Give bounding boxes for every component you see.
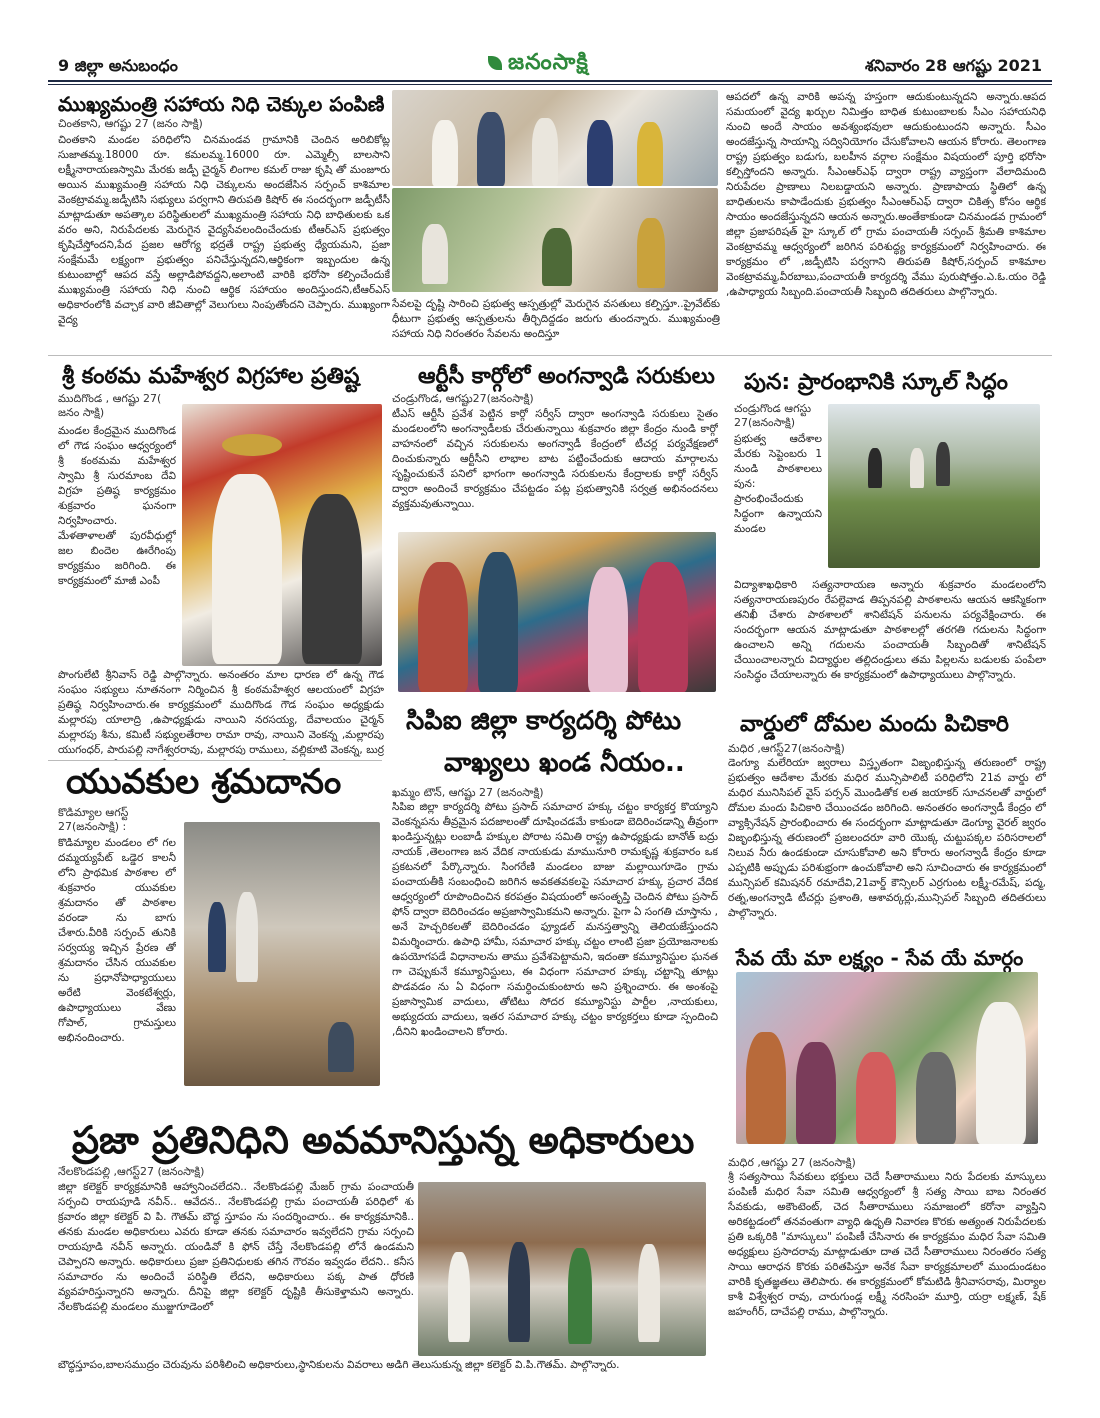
school-body-narrow: ప్రభుత్వ ఆదేశాల మేరకు సెప్టెంబరు 1 నుండి పాఠశాలలు పున: ప్రారంభించేందుకు సిద్ధంగా ఉన్నాయని మండల — [734, 433, 822, 535]
page-label: 9 జిల్లా అనుబంధం — [58, 56, 178, 75]
seva-body: శ్రీ సత్యసాయి సేవకులు భక్తులు చెదే సీతారాములు నిరు పేదలకు మాస్కులు పంపిణీ మధిర సేవా సమితి ఆధ్వర్యంలో శ్రీ సత్య సాయి బాబ నిరంతర సేవకుడు, అకౌంటెంట్, చెద సీతారాములు సమాజంలో కరోనా వ్యాప్తిని అరికట్టడంలో తనవంతుగా వ్యాధి ఉధృతి నివారణ కొరకు అత్యంత నిరుపేదలకు ప్రతి ఒక్కరికి "మాస్కులు" పంపిణీ చేసినారు ఈ కార్యక్రమం మధిర సేవా సమితి అధ్యక్షులు ప్రసాదరావు మాట్లాడుతూ దాత చెదే సీతారాములు నిరంతరం సత్య సాయి ఆరాధన కొరకు పరితపిస్తూ అనేక సేవా కార్యక్రమాలలో ముందుండటం వారికి కృతజ్ఞతలు తెలిపారు. ఈ కార్యక్రమంలో కోమటిడి శ్రీనివాసరావు, మిర్యాల కాశీ విశ్వేశ్వర రావు, చారుగుండ్ల లక్ష్మీ నరసింహ మూర్తి, యర్రా లక్ష్మణ్, షేక్ జహంగీర్, దాచేపల్లి రాము, పాల్గొన్నారు. — [728, 1171, 1046, 1318]
section-divider — [48, 355, 1052, 356]
section-divider-left — [48, 760, 382, 761]
anganwadi-body: టీఎస్ ఆర్టీసీ ప్రవేశ పెట్టిన కార్గో సర్వీస్ ద్వారా అంగన్వాడి సరుకులు సైతం మండలంలోని అంగన్వాడీలకు చేరుతున్నాయి శుక్రవారం జిల్లా కేంద్రం నుండి కార్గో వాహనంలో వచ్చిన సరుకులను అంగన్వాడీ కేంద్రంలో టీచర్ల పర్యవేక్షణలో దించుకున్నారు ఆర్టీసీని లాభాల బాట పట్టించేందుకు ఆదాయ మార్గాలను సృష్టించుకునే పనిలో భాగంగా అంగన్వాడి సరుకులను కేంద్రాలకు కార్గో సర్వీస్ ద్వారా అందించే కార్యక్రమం చేపట్టడం పట్ల ప్రభుత్వానికి సర్వత్ర అభినందనలు వ్యక్తమవుతున్నాయి. — [392, 408, 718, 510]
leaf-icon — [488, 56, 502, 70]
seva-dateline: మధిర ,ఆగష్టు 27 (జనంసాక్షి) — [728, 1156, 856, 1169]
cm-relief-body-right: ఆపదలో ఉన్న వారికి అపన్న హస్తంగా ఆదుకుంటున్నదని అన్నారు.ఆపద సమయంలో వైద్య ఖర్చుల నిమిత్తం బాధిత కుటుంబాలకు సీఎం సహాయనిధి నుంచి అందే సాయం అవశ్యంభవులా ఆదుకుంటుందని అన్నారు. సీఎం అందజేస్తున్న సాయాన్ని సద్వినియోగం చేసుకోవాలని ఆయన కోరారు. తెలంగాణ రాష్ట్ర ప్రభుత్వం బడుగు, బలహీన వర్గాల సంక్షేమం విషయంలో పూర్తి భరోసా కల్పిస్తోందని అన్నారు. సీఎంఆర్ఎఫ్ ద్వారా రాష్ట్ర వ్యాప్తంగా వేలాదిమంది నిరుపేదల ప్రాణాలు నిలబడ్డాయని అన్నారు. ప్రాణాపాయ స్థితిలో ఉన్న బాధితులను కాపాడేందుకు ప్రభుత్వం సీఎంఆర్ఎఫ్ ద్వారా చికిత్స కోసం ఆర్థిక సాయం అందజేస్తున్నదని ఆయన అన్నారు.అంతేకాకుండా చినమండవ గ్రామంలో జిల్లా ప్రజాపరిషత్ హై స్కూల్ లో గ్రామ పంచాయతీ సర్పంచ్ శ్రీమతి కాశిమాల వెంకట్రావమ్మ ఆధ్వర్యంలో జరిగిన పరిశుద్ధ్య కార్యక్రమంలో నిర్వహించారు. ఈ కార్యక్రమం లో ,జడ్పీటిసి పర్వగాని తిరుపతి కిషోర్,సర్పంచ్ కాశిమాల వెంకట్రావమ్మ,వీరబాబు,పంచాయతీ కార్యదర్శి వేము పురుషోత్తం.ఎ.ఓ.యం రెడ్డి ,ఉపాధ్యాయ సిబ్బంది.పంచాయతీ సిబ్బంది తదితరులు పాల్గొన్నారు. — [726, 91, 1046, 298]
mosquito-headline: వార్డులో దోమల మందు పిచికారి — [740, 712, 1009, 737]
cm-relief-body-cont: సేవలపై దృష్టి సారించి ప్రభుత్వ ఆస్పత్రుల్లో మెరుగైన వసతులు కల్పిస్తూ..ప్రైవేట్‌కు ధీటుగా ప్రభుత్వ ఆస్పత్రులను తీర్చిదిద్దడం జరుగు తుందన్నారు. ముఖ్యమంత్రి సహాయ నిధి నిరంతరం సేవలను అందిస్తూ — [392, 298, 720, 340]
newspaper-brand — [488, 50, 589, 80]
mosquito-dateline: మధిర ,ఆగస్ట్27(జనంసాక్షి) — [728, 742, 845, 755]
insult-photo — [418, 1182, 706, 1356]
anganwadi-dateline: చండ్రుగొండ, ఆగష్టు27(జనంసాక్షి) — [392, 392, 534, 405]
youth-dateline: కొడిమ్యాల ఆగస్ట్ 27(జనంసాక్షి) : — [58, 806, 129, 833]
cm-relief-dateline: చింతకాని, ఆగష్టు 27 (జనం సాక్షి) — [58, 117, 203, 130]
seva-headline: సేవ యే మా లక్ష్యం - సేవ యే మార్గం — [736, 946, 1024, 970]
brand-name: జనంసాక్షి — [508, 50, 589, 75]
cm-relief-photo-cheque — [392, 90, 718, 186]
idol-headline: శ్రీ కంఠమ మహేశ్వర విగ్రహాల ప్రతిష్ట — [62, 364, 360, 389]
issue-date: శనివారం 28 ఆగష్టు 2021 — [865, 56, 1042, 75]
school-headline: పున: ప్రారంభానికి స్కూల్ సిద్ధం — [744, 370, 1008, 395]
insult-dateline: నేలకొండపల్లి ,ఆగస్ట్27 (జనంసాక్షి) — [58, 1165, 205, 1178]
school-dateline: చండ్రుగొండ ఆగస్టు 27(జనంసాక్షి) — [734, 402, 812, 429]
cm-relief-photo-cleaning — [392, 188, 718, 292]
cpi-dateline: ఖమ్మం టౌన్, ఆగష్టు 27 (జనంసాక్షి) — [392, 786, 544, 799]
youth-photo — [184, 822, 380, 1086]
seva-photo — [736, 972, 1038, 1144]
cpi-headline-line2: వాఖ్యలు ఖండ నీయం.. — [444, 748, 685, 778]
idol-body-full: పొంగులేటి శ్రీనివాస్ రెడ్డి పాల్గొన్నారు. అనంతరం మాల ధారణ లో ఉన్న గౌడ సంఘం సభ్యులు నూతనంగా నిర్మించిన శ్రీ కంఠమహేశ్వర ఆలయంలో విగ్రహ ప్రతిష్ఠ నిర్వహించారు.ఈ కార్యక్రమంలో ముదిగొండ గౌడ సంఘం అధ్యక్షుడు మల్లారపు యాలాద్రి ,ఉపాధ్యక్షుడు నాయిని నరసయ్య, దేవాలయం చైర్మన్ మల్లారపు శీను, కమిటీ సభ్యులతేరాల రామా రావు, నాయిని వెంకన్న ,మల్లారపు యుగంధర్, పారుపల్లి నాగేశ్వరరావు, మల్లారపు రాములు, వల్లికూటి వెంకన్న, బుర్ర — [58, 669, 384, 756]
youth-body: కొడిమ్యాల మండలం లో గల దమ్మయ్యపేట్ ఒడ్డెర కాలనీ లోని ప్రాథమిక పాఠశాల లో శుక్రవారం యువకుల శ్రమదానం తో పాఠశాల వరండా ను బాగు చేశారు.వీరికి సర్పంచ్ తునికి సర్వయ్య ఇచ్చిన ప్రేరణ తో శ్రమదానం చేసిన యువకుల ను ప్రధానోపాధ్యాయులు అరేటి వెంకటేశ్వర్లు, ఉపాధ్యాయులు వేణు గోపాల్, గ్రామస్తులు అభినందించారు. — [58, 837, 176, 1044]
cpi-headline-line1: సిపిఐ జిల్లా కార్యదర్శి పోటు — [406, 706, 682, 736]
masthead-rule-thin — [48, 84, 1052, 85]
idol-body-narrow: మండల కేంద్రమైన ముదిగొండ లో గౌడ సంఘం ఆధ్వర్యంలో శ్రీ కంఠమమ మహేశ్వర స్వామి శ్రీ సురమాంబ దేవి విగ్రహ ప్రతిష్ఠ కార్యక్రమం శుక్రవారం ఘనంగా నిర్వహించారు. మేళతాళాలతో పురవీధుల్లో జల బిందెల ఊరేగింపు కార్యక్రమం జరిగింది. ఈ కార్యక్రమంలో మాజీ ఎంపీ — [58, 425, 176, 587]
insult-body-tail: బౌద్ధస్తూపం,బాలసముద్రం చెరువును పరిశీలించి అధికారులు,స్థానికులను వివరాలు అడిగి తెలుసుకున్న జిల్లా కలెక్టర్ వి.పి.గౌతమ్. పాల్గొన్నారు. — [58, 1359, 620, 1371]
cpi-body: సిపిఐ జిల్లా కార్యదర్శి పోటు ప్రసాద్ సమాచార హక్కు చట్టం కార్యకర్త కొయ్యాని వెంకన్నపను తీవ్రమైన పదజాలంతో దూషించడమే కాకుండా బెదిరించడాన్ని తీవ్రంగా ఖండిస్తున్నట్లు లంబాడీ హక్కుల పోరాట సమితి రాష్ట్ర ఉపాధ్యక్షుడు బానోత్ బద్రు నాయక్ ,తెలంగాణ జన వేదిక నాయకుడు మామునూరి రామకృష్ణ శుక్రవారం ఒక ప్రకటనలో పేర్కొన్నారు. సింగరేణి మండలం బాజు మల్లాయిగూడెం గ్రామ పంచాయతీకి సంబంధించి జరిగిన అవకతవకలపై సమాచార హక్కు ప్రచార వేదిక ఆధ్వర్యంలో రూపొందించిన కరపత్రం విషయంలో అసంతృప్తి చెందిన పోటు ప్రసాద్ ఫోన్ ద్వారా బెదిరించడం అప్రజాస్వామికమని అన్నారు. పైగా ఏ సంగతి చూస్తాను , అనే హెచ్చరికలతో బెదిరించడం ఫ్యూడల్ మనస్తత్వాన్ని తెలియజేస్తుందని విమర్శించారు. ఉపాధి హామీ, సమాచార హక్కు చట్టం లాంటి ప్రజా ప్రయోజనాలకు ఉపయోగపడే విధానాలను తాము ప్రవేశపెట్టామని, ఇదంతా కమ్యూనిస్టుల ఘనత గా చెప్పుకునే కమ్యూనిస్టులు, ఈ విధంగా సమాచార హక్కు చట్టాన్ని తూట్లు పొడవడం ను ఏ విధంగా సమర్ధించుకుంటారు అని ప్రశ్నించారు. ఈ అంశంపై ప్రజాస్వామిక వాదులు, తోటిటు సోదర కమ్యూనిస్టు పార్టీల ,నాయకులు, అభ్యుదయ వాదులు, ఇతర సమాచార హక్కు చట్టం కార్యకర్తలు కూడా స్పందించి ,దీనిని ఖండించాలని కోరారు. — [392, 801, 718, 1038]
anganwadi-headline: ఆర్టీసీ కార్గోలో అంగన్వాడి సరుకులు — [418, 364, 715, 389]
insult-headline: ప్రజా ప్రతినిధిని అవమానిస్తున్న అధికారులు — [72, 1118, 695, 1162]
mosquito-body: డెంగ్యూ మలేరియా జ్వరాలు విస్తృతంగా విజృంభిస్తున్న తరుణంలో రాష్ట్ర ప్రభుత్వం ఆదేశాల మేరకు మధిర మున్సిపాలిటీ పరిధిలోని 21వ వార్డు లో మధిర మునిసిపల్ వైస్ పర్సన్ మొండితోక లత జయాకర్ సూచనలతో వార్డులో దోమల మందు పిచికారి చేయించడం జరిగింది. అనంతరం అంగన్వాడీ కేంద్రం లో వ్యాక్సినేషన్ ప్రారంభించారు ఈ సందర్భంగా మాట్లాడుతూ డెంగ్యూ వైరల్ జ్వరం విజృంభిస్తున్న తరుణంలో ప్రజలందరూ వారి యొక్క చుట్టుపక్కల పరిసరాలలో నిలువ నీరు ఉండకుండా చూసుకోవాలి అని కోరారు అంగన్వాడీ కేంద్రం కూడా ఎప్పటికి అప్పుడు పరిశుభ్రంగా ఉంచుకోవాలి అని సూచించారు ఈ కార్యక్రమంలో మున్సిపల్ కమిషనర్ రమాదేవి,21వార్డ్ కౌన్సిలర్ ఎర్రగుంట లక్ష్మీ-రమేష్, పద్మ, రత్న,అంగన్వాడి టీచర్లు ప్రశాంతి, ఆశావర్కర్లు,మున్సిపల్ సిబ్బంది తదితరులు పాల్గొన్నారు. — [728, 757, 1046, 919]
school-photo — [828, 404, 1040, 568]
insult-body: జిల్లా కలెక్టర్ కార్యక్రమానికి ఆహ్వానించలేదని.. నేలకొండపల్లి మేజర్ గ్రామ పంచాయతీ సర్పంచి రాయపూడి నవీన్.. ఆవేదన.. నేలకొండపల్లి గ్రామ పంచాయతీ పరిధిలో శు క్రవారం జిల్లా కలెక్టర్ వి పి. గౌతమ్ బౌద్ధ స్తూపం ను సందర్శించారు.. ఈ కార్యక్రమానికి.. తనకు మండల అధికారులు ఎవరు కూడా తనకు సమాచారం ఇవ్వలేదని గ్రామ సర్పంచి రాయపూడి నవీన్ అన్నారు. యండివో కి ఫోన్ చేస్తే నేలకొండపల్లి లోనే ఉండమని చెప్పారని అన్నారు. అధికారులు ప్రజా ప్రతినిధులకు తగిన గౌరవం ఇవ్వడం లేదని.. కనీస సమాచారం ను అందించే పరిస్థితి లేదని, అధికారులు పక్క పాత ధోరణి వ్యవహరిస్తున్నారని అన్నారు. దీనిపై జిల్లా కలెక్టర్ దృష్టికి తీసుకెళ్తామని అన్నారు. నేలకొండపల్లి మండలం ముజ్జుగూడెంలో — [58, 1181, 414, 1313]
cm-relief-headline: ముఖ్యమంత్రి సహాయ నిధి చెక్కుల పంపిణి — [58, 92, 385, 116]
idol-photo-procession — [182, 404, 382, 666]
anganwadi-photo — [398, 532, 716, 692]
masthead-rule — [48, 80, 1052, 82]
school-body-full: విద్యాశాఖధికారి సత్యనారాయణ అన్నారు శుక్రవారం మండలంలోని సత్యనారాయణపురం రేపల్లెవాడ తిప్పనపల్లి పాఠశాలను ఆయన ఆకస్మికంగా తనిఖీ చేశారు పాఠశాలలో శానిటేషన్ పనులను పర్యవేక్షించారు. ఈ సందర్భంగా ఆయన మాట్లాడుతూ పాఠశాలల్లో తరగతి గదులను సిద్ధంగా ఉంచాలని అన్ని గదులను పంచాయతీ సిబ్బందితో శానిటేషన్ చేయించాలన్నారు విద్యార్థుల తల్లిదండ్రులు తమ పిల్లలను బడులకు పంపేలా సంసిద్ధం చేయాలన్నారు ఈ కార్యక్రమంలో ఉపాధ్యాయులు పాల్గొన్నారు. — [734, 579, 1046, 681]
youth-headline: యువకుల శ్రమదానం — [66, 762, 342, 802]
cm-relief-body: చింతకాని మండల పరిధిలోని చినమండవ గ్రామానికి చెందిన అరిబికోట్ల సుజాతమ్మ.18000 రూ. కమలమ్మ.16000 రూ. ఎమ్మెల్సీ బాలసాని లక్ష్మీనారాయణస్వామి మేరకు జడ్పీ చైర్మన్ లింగాల కమల్ రాజు కృషి తో మంజూరు అయిన ముఖ్యమంత్రి సహాయ నిధి చెక్కులను అందజేసిన సర్పంచ్ కాశిమాల వెంకట్రావమ్మ.జడ్పీటిసి సభ్యులు పర్వగాని తిరుపతి కిషోర్ ఈ సందర్భంగా జడ్పీటీసీ మాట్లాడుతూ అపత్కాల పరిస్థితులలో ముఖ్యమంత్రి సహాయ నిధి బాధితులకు ఒక వరం అని, నిరుపేదలకు మెరుగైన వైద్యసేవలందించేందుకు టీఆర్ఎస్ ప్రభుత్వం కృషిచేస్తోందని,పేద ప్రజల ఆరోగ్య భద్రతే రాష్ట్ర ప్రభుత్వ ధ్యేయమని, ప్రజా సంక్షేమమే లక్ష్యంగా ప్రభుత్వం పనిచేస్తున్నదని,ఆర్థికంగా ఇబ్బందుల ఉన్న కుటుంబాల్లో ఆపద వస్తే అల్లాడిపోవద్దని,అలాంటి వారికి భరోసా కల్పించేందుకే ముఖ్యమంత్రి సహాయ నిధి నుంచి ఆర్థిక సహాయం అందిస్తుందని,టీఆర్ఎస్ అధికారంలోకి వచ్చాక వారి జీవితాల్లో వెలుగులు నింపుతోందని చెప్పారు. ముఖ్యంగా వైద్య — [58, 134, 390, 326]
idol-dateline: ముదిగొండ , ఆగష్టు 27( జనం సాక్షి) — [58, 392, 162, 419]
